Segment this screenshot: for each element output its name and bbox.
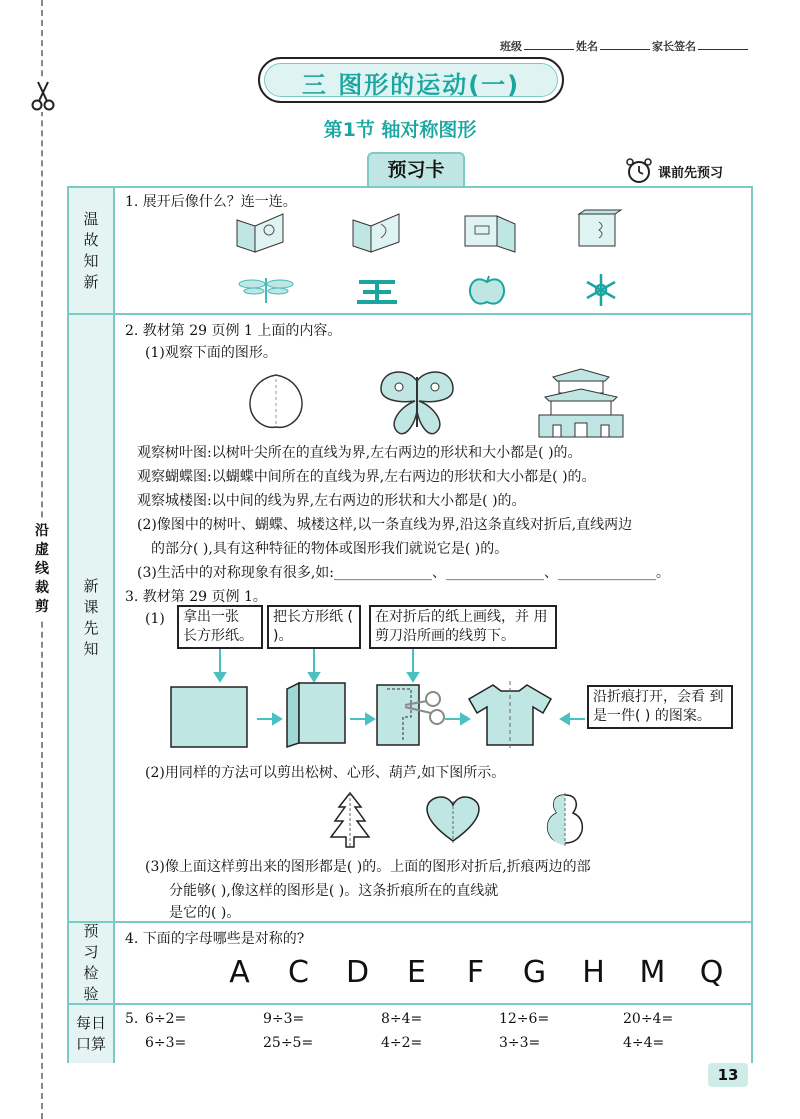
class-label: 班级: [500, 40, 522, 53]
parent-signature-field[interactable]: [698, 38, 748, 50]
letter-e: E: [407, 955, 426, 990]
page-number: 13: [708, 1063, 748, 1087]
question-2-1: (1)观察下面的图形。: [145, 345, 277, 361]
calc-2-2: 25÷5=: [263, 1035, 314, 1051]
calc-1-5: 20÷4=: [623, 1011, 674, 1027]
preview-label: 课前先预习: [658, 166, 724, 181]
letter-m: M: [639, 955, 666, 990]
new-lesson-section: [69, 315, 751, 923]
calc-1-3: 8÷4=: [381, 1011, 423, 1027]
new-lesson-label-text: 新课先知: [83, 577, 99, 658]
letter-g: G: [522, 955, 547, 990]
step-box-3: 在对折后的纸上画线，并 用剪刀沿所画的线剪下。: [369, 605, 557, 649]
letter-h: H: [582, 955, 605, 990]
apple-shape: [467, 274, 507, 306]
section-title: 第1节 轴对称图形: [323, 119, 477, 141]
parent-signature-label: 家长签名: [652, 40, 696, 53]
calc-2-1: 6÷3=: [145, 1035, 187, 1051]
gourd-shape: [541, 793, 589, 847]
paper-rectangle: [170, 686, 250, 750]
class-field[interactable]: [524, 38, 574, 50]
review-content: [115, 188, 751, 313]
question-5-prefix: 5.: [125, 1011, 139, 1027]
question-3: 3. 教材第 29 页例 1。: [125, 589, 267, 605]
paper-cutting: [375, 677, 455, 749]
paper-folded: [285, 681, 349, 749]
pine-tree-shape: [327, 791, 373, 849]
name-label: 姓名: [576, 40, 598, 53]
question-3-3-line1: (3)像上面这样剪出来的图形都是( )的。上面的图形对折后,折痕两边的部: [145, 859, 591, 875]
calc-1-1: 6÷2=: [145, 1011, 187, 1027]
shirt-shape: [465, 681, 555, 749]
mental-math-section: [69, 1005, 751, 1063]
question-4: 4. 下面的字母哪些是对称的?: [125, 931, 305, 947]
letter-f: F: [466, 955, 485, 990]
letter-a: A: [229, 955, 250, 990]
mental-math-content: [115, 1005, 751, 1063]
letter-c: C: [288, 955, 309, 990]
folded-paper-1: [233, 212, 289, 254]
question-3-3-line2: 分能够( ),像这样的图形是( )。这条折痕所在的直线就: [169, 883, 499, 899]
calc-2-3: 4÷2=: [381, 1035, 423, 1051]
review-label-text: 温故知新: [83, 209, 99, 291]
heart-shape: [425, 795, 481, 845]
letter-d: D: [345, 955, 370, 990]
check-section: [69, 923, 751, 1005]
observe-tower: 观察城楼图:以中间的线为界,左右两边的形状和大小都是( )的。: [137, 493, 526, 509]
question-2-3: (3)生活中的对称现象有很多,如:______________、______________、______________。: [137, 565, 670, 581]
scissors-icon: [30, 80, 56, 112]
symbol-shape: [353, 278, 401, 306]
step-box-2: 把长方形纸 ( )。: [267, 605, 361, 649]
calc-1-2: 9÷3=: [263, 1011, 305, 1027]
observe-leaf: 观察树叶图:以树叶尖所在的直线为界,左右两边的形状和大小都是( )的。: [137, 445, 582, 461]
check-label-text: 预习检验: [83, 922, 99, 1003]
mental-math-label: [69, 1005, 115, 1063]
step-box-1: 拿出一张 长方形纸。: [177, 605, 263, 649]
cut-instruction: 沿虚线裁剪: [34, 520, 50, 619]
question-3-2: (2)用同样的方法可以剪出松树、心形、葫芦,如下图所示。: [145, 765, 506, 781]
question-3-3-line3: 是它的( )。: [169, 905, 241, 921]
alarm-clock-icon: [625, 158, 653, 184]
step-box-4: 沿折痕打开，会看 到是一件( ) 的图案。: [587, 685, 733, 729]
new-lesson-content: [115, 315, 751, 921]
question-2-2-line2: 的部分( ),具有这种特征的物体或图形我们就说它是( )的。: [151, 541, 509, 557]
calc-1-4: 12÷6=: [499, 1011, 550, 1027]
observe-butterfly: 观察蝴蝶图:以蝴蝶中间所在的直线为界,左右两边的形状和大小都是( )的。: [137, 469, 596, 485]
check-label: [69, 923, 115, 1003]
card-title: 预习卡: [367, 152, 465, 186]
unit-banner: [258, 57, 564, 103]
question-1: 1. 展开后像什么？连一连。: [125, 194, 297, 210]
letter-q: Q: [699, 955, 724, 990]
calc-2-5: 4÷4=: [623, 1035, 665, 1051]
student-info-line: [500, 38, 748, 54]
unit-title: 三 图形的运动(一): [301, 71, 521, 99]
question-2: 2. 教材第 29 页例 1 上面的内容。: [125, 323, 342, 339]
name-field[interactable]: [600, 38, 650, 50]
question-2-2-line1: (2)像图中的树叶、蝴蝶、城楼这样,以一条直线为界,沿这条直线对折后,直线两边: [137, 517, 633, 533]
folded-paper-2: [349, 212, 405, 254]
review-label: [69, 188, 115, 313]
folded-paper-4: [575, 210, 635, 254]
snowflake-shape: [581, 272, 621, 308]
folded-paper-3: [461, 212, 521, 254]
new-lesson-label: [69, 315, 115, 921]
question-3-1: (1): [145, 611, 165, 627]
dragonfly-shape: [237, 276, 295, 304]
mental-math-label-text: 每日口算: [75, 1014, 106, 1053]
letters-row: [210, 955, 741, 990]
check-content: [115, 923, 751, 1003]
preview-card: [67, 186, 753, 1063]
review-section: [69, 188, 751, 315]
calc-2-4: 3÷3=: [499, 1035, 541, 1051]
